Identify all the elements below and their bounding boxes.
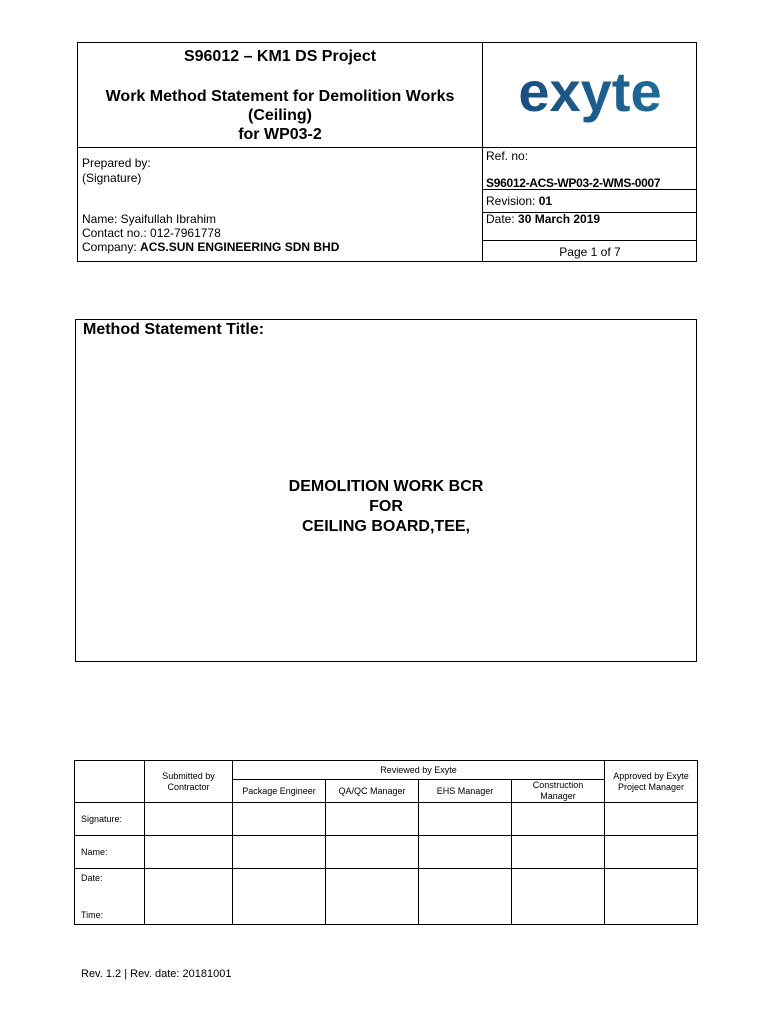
ref-number: S96012-ACS-WP03-2-WMS-0007 [486, 176, 661, 190]
prepared-by-label: Prepared by: [82, 156, 151, 170]
ref-label: Ref. no: [486, 149, 529, 163]
title-area [78, 43, 482, 147]
exyte-logo [483, 43, 697, 147]
logo-text: exyte [518, 60, 662, 123]
role-construction-manager: Construction Manager [512, 780, 605, 803]
method-statement-box [75, 319, 697, 662]
submitted-by-header: Submitted by Contractor [145, 761, 233, 803]
name-cell[interactable] [605, 836, 698, 869]
signature-row-label: Signature: [75, 803, 145, 836]
date-cell[interactable] [419, 869, 512, 925]
role-package-engineer: Package Engineer [233, 780, 326, 803]
approved-by-header: Approved by Exyte Project Manager [605, 761, 698, 803]
name-cell[interactable] [233, 836, 326, 869]
name-cell[interactable] [512, 836, 605, 869]
date-cell[interactable] [233, 869, 326, 925]
role-qaqc-manager: QA/QC Manager [326, 780, 419, 803]
table-corner [75, 761, 145, 803]
signature-label: (Signature) [82, 171, 142, 185]
page-info: Page 1 of 7 [559, 245, 621, 259]
project-title: S96012 – KM1 DS Project [183, 48, 377, 65]
preparer-company: Company: ACS.SUN ENGINEERING SDN BHD [82, 240, 340, 254]
table-row [75, 836, 698, 869]
date: Date: 30 March 2019 [486, 212, 601, 226]
preparer-contact: Contact no.: 012-7961778 [82, 226, 221, 240]
signature-cell[interactable] [326, 803, 419, 836]
date-cell[interactable] [145, 869, 233, 925]
role-ehs-manager: EHS Manager [419, 780, 512, 803]
name-row-label: Name: [75, 836, 145, 869]
name-cell[interactable] [326, 836, 419, 869]
date-cell[interactable] [512, 869, 605, 925]
table-row [75, 803, 698, 836]
signature-cell[interactable] [145, 803, 233, 836]
approval-table [74, 760, 698, 925]
date-time-row-label: Date: Time: [75, 869, 145, 925]
reviewed-by-header: Reviewed by Exyte [233, 761, 605, 780]
preparer-name: Name: Syaifullah Ibrahim [82, 212, 217, 226]
signature-cell[interactable] [512, 803, 605, 836]
document-header [77, 42, 697, 262]
statement-title: Work Method Statement for Demolition Works (Ceiling) for WP03-2 [105, 88, 455, 143]
signature-cell[interactable] [233, 803, 326, 836]
date-cell[interactable] [605, 869, 698, 925]
name-cell[interactable] [145, 836, 233, 869]
date-cell[interactable] [326, 869, 419, 925]
footer-revision: Rev. 1.2 | Rev. date: 20181001 [81, 968, 232, 980]
signature-cell[interactable] [419, 803, 512, 836]
method-statement-title: DEMOLITION WORK BCR FOR CEILING BOARD,TEE, [288, 478, 484, 535]
revision: Revision: 01 [486, 194, 553, 208]
signature-cell[interactable] [605, 803, 698, 836]
name-cell[interactable] [419, 836, 512, 869]
table-row [75, 869, 698, 925]
method-statement-title-label: Method Statement Title: [83, 321, 265, 338]
